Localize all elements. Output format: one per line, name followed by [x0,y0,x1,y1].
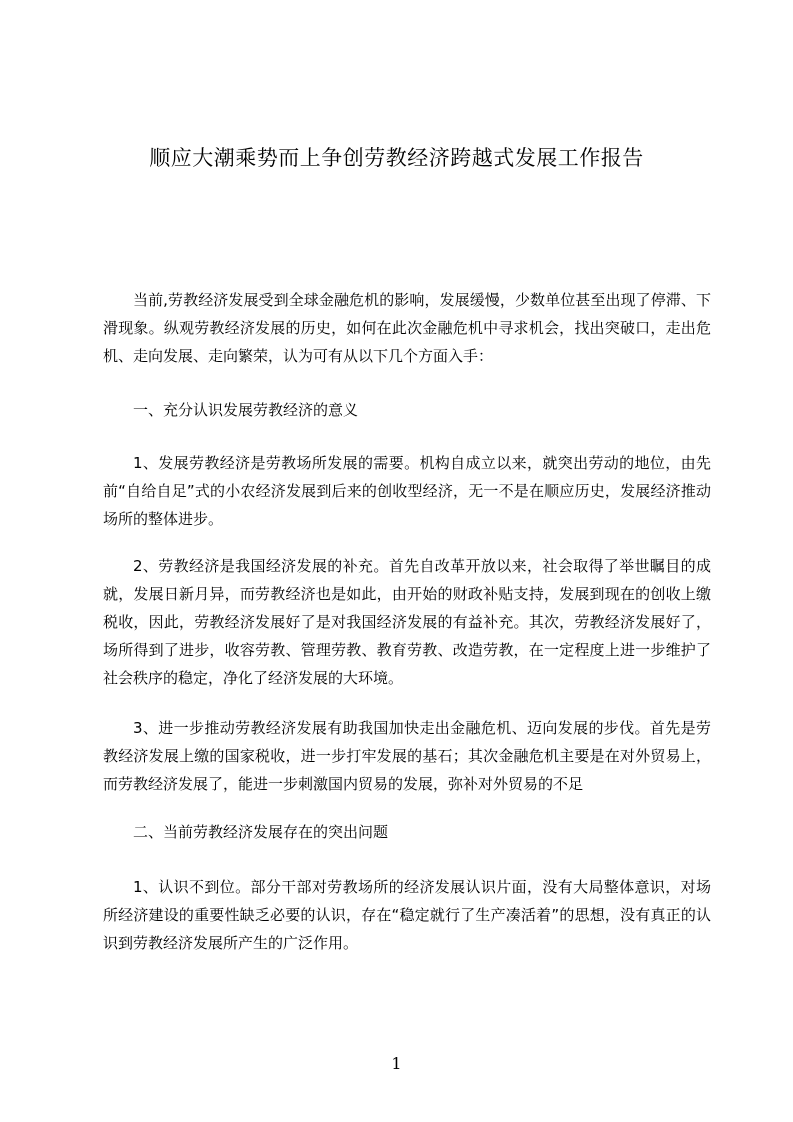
section1-paragraph-3: 3、进一步推动劳教经济发展有助我国加快走出金融危机、迈向发展的步伐。首先是劳教经济发展上缴的国家税收，进一步打牢发展的基石；其次金融危机主要是在对外贸易上，而劳教经济发展了，能进一步刺激国内贸易的发展，弥补对外贸易的不足 [103,719,711,793]
page-number: 1 [391,1054,402,1073]
section2-paragraph-1: 1、认识不到位。部分干部对劳教场所的经济发展认识片面，没有大局整体意识，对场所经济建设的重要性缺乏必要的认识，存在“稳定就行了生产凑活着”的思想，没有真正的认识到劳教经济发展所产生的广泛作用。 [103,878,711,952]
section1-paragraph-2: 2、劳教经济是我国经济发展的补充。首先自改革开放以来，社会取得了举世瞩目的成就，发展日新月异，而劳教经济也是如此，由开始的财政补贴支持，发展到现在的创收上缴税收，因此，劳教经济发展好了是对我国经济发展的有益补充。其次，劳教经济发展好了，场所得到了进步，收容劳教、管理劳教、教育劳教、改造劳教，在一定程度上进一步维护了社会秩序的稳定，净化了经济发展的大环境。 [103,557,711,687]
section-heading-2: 二、当前劳教经济发展存在的突出问题 [133,823,389,841]
document-title: 顺应大潮乘势而上争创劳教经济跨越式发展工作报告 [149,146,644,170]
intro-paragraph: 当前,劳教经济发展受到全球金融危机的影响，发展缓慢，少数单位甚至出现了停滞、下滑现象。纵观劳教经济发展的历史，如何在此次金融危机中寻求机会，找出突破口，走出危机、走向发展、走向繁荣，认为可有从以下几个方面入手： [103,291,711,365]
section1-paragraph-1: 1、发展劳教经济是劳教场所发展的需要。机构自成立以来，就突出劳动的地位，由先前“自给自足”式的小农经济发展到后来的创收型经济，无一不是在顺应历史，发展经济推动场所的整体进步。 [103,454,711,528]
section-heading-1: 一、充分认识发展劳教经济的意义 [133,401,359,419]
